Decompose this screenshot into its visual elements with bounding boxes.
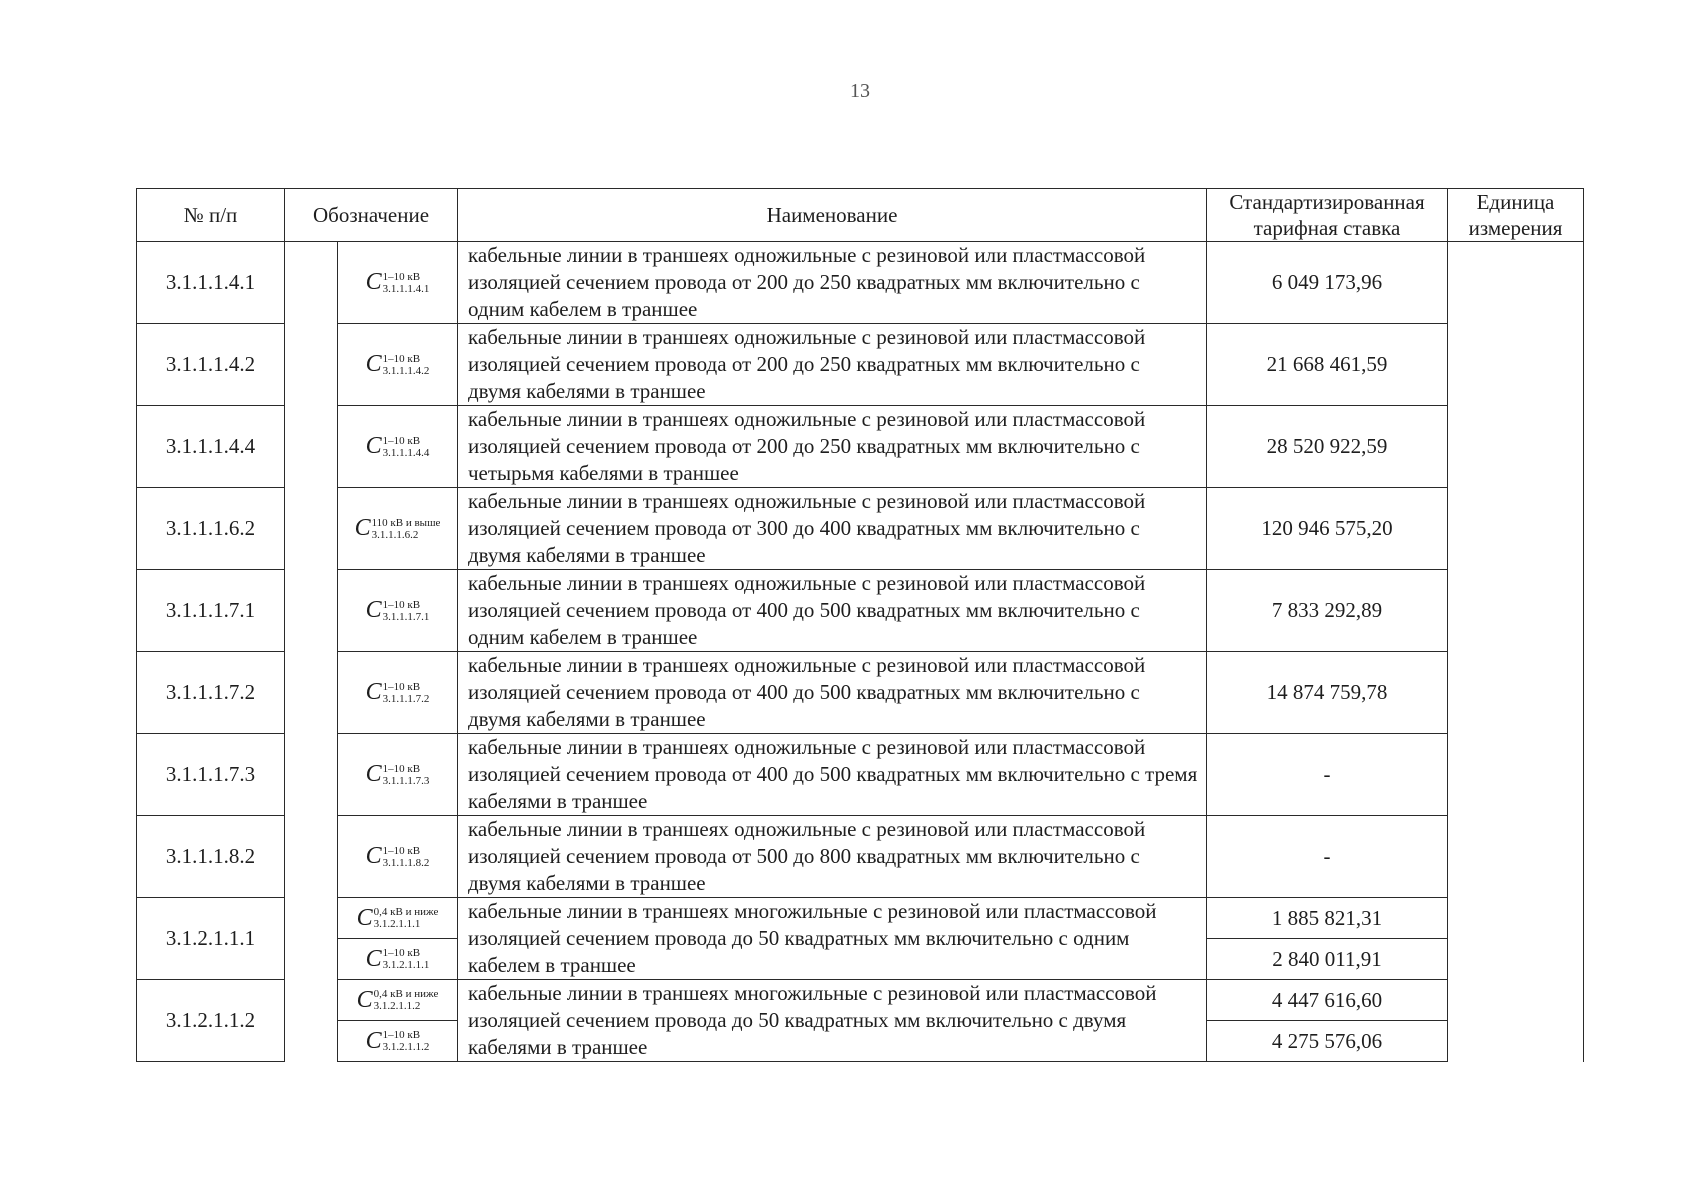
symbol-superscript: 0,4 кВ и ниже — [373, 988, 439, 1000]
symbol-letter: C — [365, 761, 382, 787]
table-body — [137, 242, 1584, 1062]
symbol-superscript: 1–10 кВ — [382, 352, 421, 365]
row-name: кабельные линии в траншеях многожильные с резиновой или пластмассовой изоляцией сечением провода до 50 квадратных мм включительно с одним кабелем в траншее — [458, 898, 1207, 980]
table-row — [137, 242, 1584, 324]
header-name: Наименование — [458, 189, 1207, 242]
row-number: 3.1.1.1.7.1 — [137, 570, 285, 652]
designation-symbol — [366, 761, 430, 788]
row-rate: 14 874 759,78 — [1207, 652, 1448, 734]
row-number: 3.1.1.1.7.3 — [137, 734, 285, 816]
row-number: 3.1.1.1.4.4 — [137, 406, 285, 488]
designation-cell — [338, 816, 458, 898]
symbol-letter: C — [365, 597, 382, 623]
symbol-letter: C — [365, 843, 382, 869]
table-row — [137, 652, 1584, 734]
symbol-subscript: 3.1.2.1.1.1 — [382, 959, 430, 971]
symbol-superscript: 1–10 кВ — [382, 1029, 421, 1041]
row-name: кабельные линии в траншеях одножильные с резиновой или пластмассовой изоляцией сечением провода от 200 до 250 квадратных мм включительно с двумя кабелями в траншее — [458, 324, 1207, 406]
symbol-superscript: 1–10 кВ — [382, 947, 421, 959]
row-name: кабельные линии в траншеях одножильные с резиновой или пластмассовой изоляцией сечением провода от 200 до 250 квадратных мм включительно с одним кабелем в траншее — [458, 242, 1207, 324]
symbol-letter: C — [365, 433, 382, 459]
designation-symbol — [366, 946, 430, 973]
row-name: кабельные линии в траншеях одножильные с резиновой или пластмассовой изоляцией сечением провода от 200 до 250 квадратных мм включительно с четырьмя кабелями в траншее — [458, 406, 1207, 488]
designation-cell — [338, 406, 458, 488]
header-rate: Стандартизированная тарифная ставка — [1207, 189, 1448, 242]
symbol-superscript: 1–10 кВ — [382, 844, 421, 857]
designation-spacer — [285, 734, 338, 816]
table-row — [137, 406, 1584, 488]
row-rate: 1 885 821,31 — [1207, 898, 1448, 939]
row-number: 3.1.2.1.1.2 — [137, 980, 285, 1062]
header-unit: Единица измерения — [1448, 189, 1584, 242]
table-row — [137, 816, 1584, 898]
header-designation: Обозначение — [285, 189, 458, 242]
symbol-letter: C — [356, 904, 373, 931]
symbol-letter: C — [356, 986, 373, 1013]
row-rate: 120 946 575,20 — [1207, 488, 1448, 570]
symbol-superscript: 1–10 кВ — [382, 762, 421, 775]
row-rate: 28 520 922,59 — [1207, 406, 1448, 488]
row-number: 3.1.1.1.4.2 — [137, 324, 285, 406]
row-name: кабельные линии в траншеях одножильные с резиновой или пластмассовой изоляцией сечением провода от 400 до 500 квадратных мм включительно с одним кабелем в траншее — [458, 570, 1207, 652]
symbol-letter: C — [365, 1027, 382, 1054]
table-row — [137, 488, 1584, 570]
row-number: 3.1.2.1.1.1 — [137, 898, 285, 980]
symbol-subscript: 3.1.1.1.6.2 — [371, 528, 419, 541]
row-name: кабельные линии в траншеях одножильные с резиновой или пластмассовой изоляцией сечением провода от 300 до 400 квадратных мм включительно с двумя кабелями в траншее — [458, 488, 1207, 570]
table-row — [137, 570, 1584, 652]
symbol-subscript: 3.1.1.1.7.3 — [382, 774, 430, 787]
row-rate: 7 833 292,89 — [1207, 570, 1448, 652]
designation-cell — [338, 488, 458, 570]
designation-symbol — [357, 905, 439, 932]
table-header-row — [137, 189, 1584, 242]
designation-spacer — [285, 324, 338, 406]
row-rate: - — [1207, 734, 1448, 816]
header-num: № п/п — [137, 189, 285, 242]
row-name: кабельные линии в траншеях одножильные с резиновой или пластмассовой изоляцией сечением провода от 500 до 800 квадратных мм включительно с двумя кабелями в траншее — [458, 816, 1207, 898]
tariff-table — [136, 188, 1584, 1062]
page-number: 13 — [850, 80, 870, 102]
designation-cell — [338, 652, 458, 734]
table-row — [137, 980, 1584, 1021]
table-row — [137, 734, 1584, 816]
symbol-superscript: 1–10 кВ — [382, 598, 421, 611]
designation-symbol — [357, 987, 439, 1014]
symbol-letter: C — [354, 515, 371, 541]
symbol-subscript: 3.1.2.1.1.2 — [382, 1041, 430, 1053]
symbol-letter: C — [365, 351, 382, 377]
row-rate: 4 447 616,60 — [1207, 980, 1448, 1021]
designation-spacer — [285, 816, 338, 898]
row-number: 3.1.1.1.6.2 — [137, 488, 285, 570]
row-name: кабельные линии в траншеях многожильные с резиновой или пластмассовой изоляцией сечением провода до 50 квадратных мм включительно с двумя кабелями в траншее — [458, 980, 1207, 1062]
designation-cell — [338, 242, 458, 324]
symbol-subscript: 3.1.1.1.8.2 — [382, 856, 430, 869]
designation-symbol — [355, 515, 441, 542]
symbol-superscript: 1–10 кВ — [382, 680, 421, 693]
symbol-superscript: 110 кВ и выше — [371, 516, 441, 529]
table-row — [137, 898, 1584, 939]
designation-cell — [338, 898, 458, 939]
designation-spacer — [285, 242, 338, 324]
designation-spacer — [285, 652, 338, 734]
symbol-superscript: 1–10 кВ — [382, 434, 421, 447]
symbol-subscript: 3.1.1.1.4.4 — [382, 446, 430, 459]
symbol-letter: C — [365, 945, 382, 972]
unit-column — [1448, 242, 1584, 1062]
designation-cell — [338, 980, 458, 1021]
symbol-superscript: 0,4 кВ и ниже — [373, 906, 439, 918]
symbol-letter: C — [365, 269, 382, 295]
row-rate: 21 668 461,59 — [1207, 324, 1448, 406]
row-rate: - — [1207, 816, 1448, 898]
designation-cell — [338, 570, 458, 652]
designation-spacer — [285, 898, 338, 980]
designation-symbol — [366, 433, 430, 460]
symbol-subscript: 3.1.1.1.7.2 — [382, 692, 430, 705]
designation-cell — [338, 939, 458, 980]
designation-spacer — [285, 980, 338, 1062]
designation-symbol — [366, 351, 430, 378]
row-name: кабельные линии в траншеях одножильные с резиновой или пластмассовой изоляцией сечением провода от 400 до 500 квадратных мм включительно с тремя кабелями в траншее — [458, 734, 1207, 816]
table-row — [137, 324, 1584, 406]
row-number: 3.1.1.1.4.1 — [137, 242, 285, 324]
designation-cell — [338, 324, 458, 406]
designation-spacer — [285, 570, 338, 652]
row-rate: 4 275 576,06 — [1207, 1021, 1448, 1062]
row-rate: 6 049 173,96 — [1207, 242, 1448, 324]
row-number: 3.1.1.1.7.2 — [137, 652, 285, 734]
designation-symbol — [366, 1028, 430, 1055]
symbol-letter: C — [365, 679, 382, 705]
symbol-subscript: 3.1.2.1.1.1 — [373, 918, 421, 930]
designation-symbol — [366, 597, 430, 624]
designation-symbol — [366, 269, 430, 296]
designation-symbol — [366, 843, 430, 870]
designation-cell — [338, 1021, 458, 1062]
row-rate: 2 840 011,91 — [1207, 939, 1448, 980]
symbol-subscript: 3.1.2.1.1.2 — [373, 1000, 421, 1012]
symbol-superscript: 1–10 кВ — [382, 270, 421, 283]
symbol-subscript: 3.1.1.1.4.1 — [382, 282, 430, 295]
symbol-subscript: 3.1.1.1.4.2 — [382, 364, 430, 377]
designation-spacer — [285, 406, 338, 488]
row-number: 3.1.1.1.8.2 — [137, 816, 285, 898]
symbol-subscript: 3.1.1.1.7.1 — [382, 610, 430, 623]
designation-spacer — [285, 488, 338, 570]
designation-symbol — [366, 679, 430, 706]
designation-cell — [338, 734, 458, 816]
row-name: кабельные линии в траншеях одножильные с резиновой или пластмассовой изоляцией сечением провода от 400 до 500 квадратных мм включительно с двумя кабелями в траншее — [458, 652, 1207, 734]
